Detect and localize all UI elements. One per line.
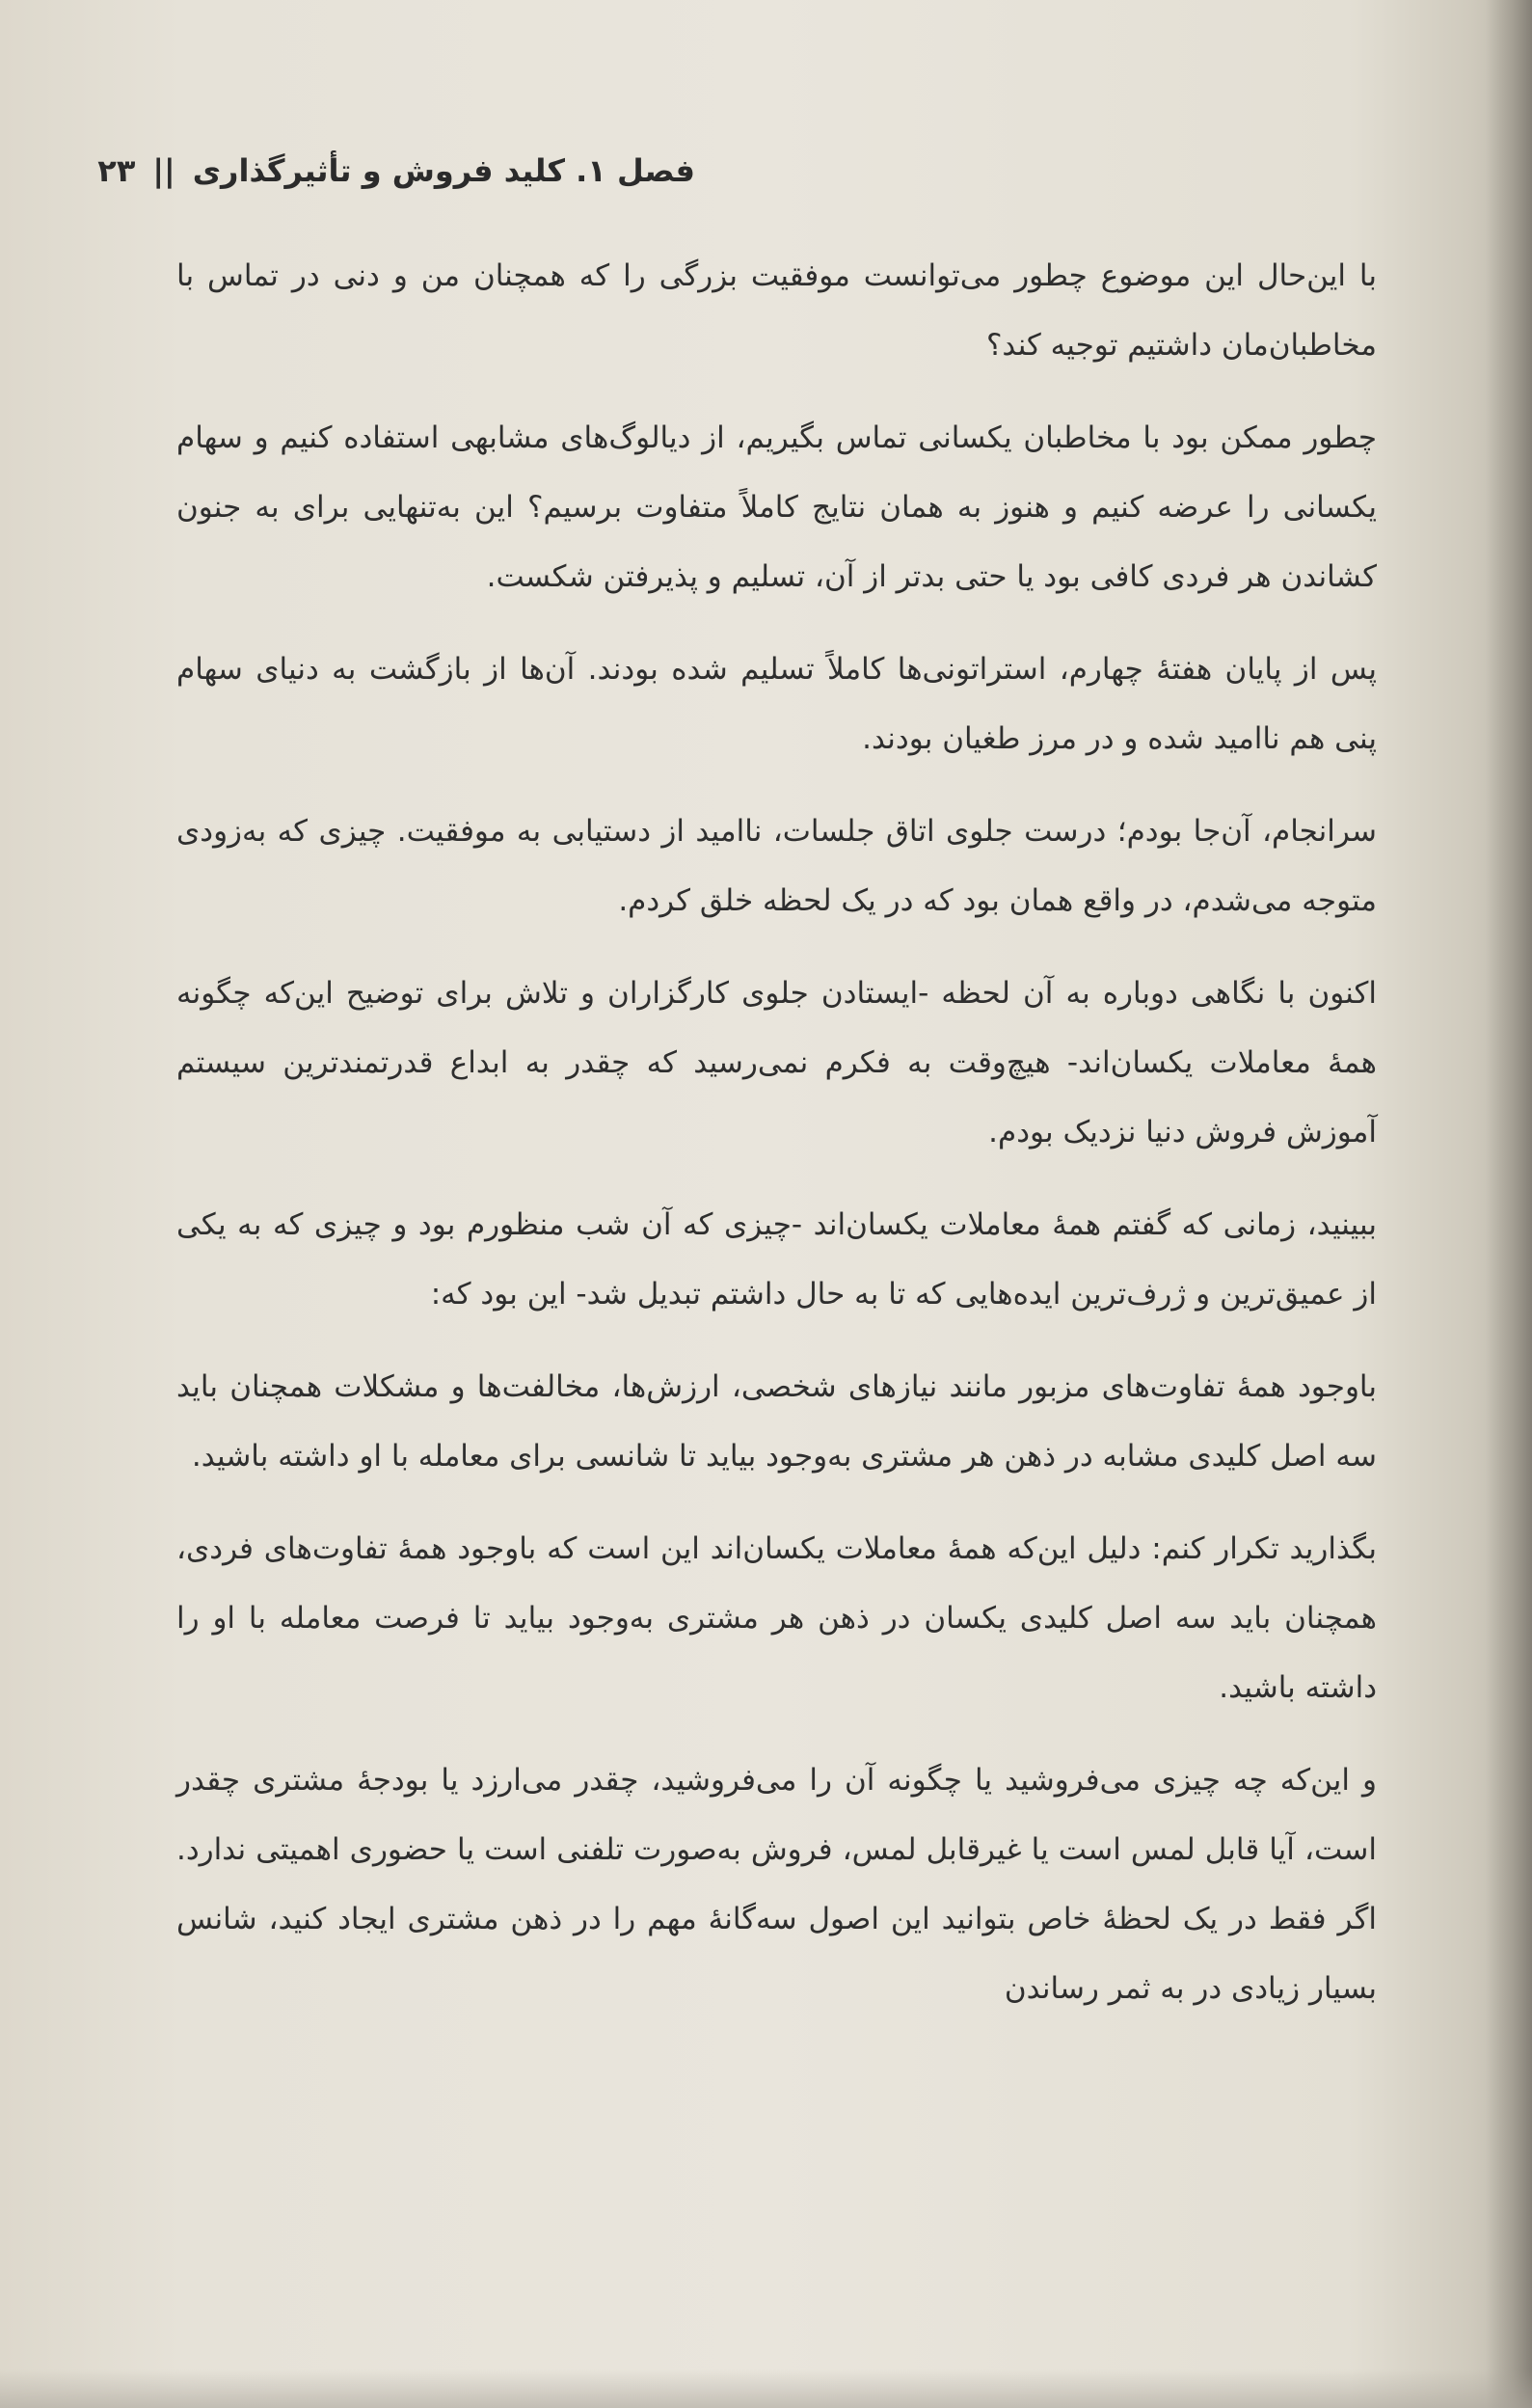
- running-header: [97, 152, 695, 189]
- header-separator: ||: [152, 152, 175, 189]
- paragraph: اکنون با نگاهی دوباره به آن لحظه -ایستادن جلوی کارگزاران و تلاش برای توضیح این‌که چگونه همهٔ معاملات یکسان‌اند- هیچ‌وقت به فکرم نمی‌رسید که چقدر به ابداع قدرتمندترین سیستم آموزش فروش دنیا نزدیک بودم.: [176, 976, 1377, 1150]
- paragraph: سرانجام، آن‌جا بودم؛ درست جلوی اتاق جلسات، ناامید از دستیابی به موفقیت. چیزی که به‌زودی متوجه می‌شدم، در واقع همان بود که در یک لحظه خلق کردم.: [176, 814, 1377, 918]
- paragraph: پس از پایان هفتهٔ چهارم، استراتونی‌ها کاملاً تسلیم شده بودند. آن‌ها از بازگشت به دنیای سهام پنی هم ناامید شده و در مرز طغیان بودند.: [176, 652, 1377, 756]
- paragraph: با این‌حال این موضوع چطور می‌توانست موفقیت بزرگی را که همچنان من و دنی در تماس با مخاطبان‌مان داشتیم توجیه کند؟: [176, 258, 1377, 363]
- chapter-title: فصل ۱. کلید فروش و تأثیرگذاری: [192, 152, 695, 189]
- paragraph: بگذارید تکرار کنم: دلیل این‌که همهٔ معاملات یکسان‌اند این است که باوجود همهٔ تفاوت‌های فردی، همچنان باید سه اصل کلیدی یکسان در ذهن هر مشتری به‌وجود بیاید تا فرصت معامله با او را داشته باشید.: [176, 1531, 1377, 1705]
- paragraph: باوجود همهٔ تفاوت‌های مزبور مانند نیازهای شخصی، ارزش‌ها، مخالفت‌ها و مشکلات همچنان باید سه اصل کلیدی مشابه در ذهن هر مشتری به‌وجود بیاید تا شانسی برای معامله با او داشته باشید.: [176, 1369, 1377, 1474]
- page-edge-shadow: [1486, 0, 1532, 2408]
- paragraph: ببینید، زمانی که گفتم همهٔ معاملات یکسان‌اند -چیزی که آن شب منظورم بود و چیزی که به یکی از عمیق‌ترین و ژرف‌ترین ایده‌هایی که تا به حال داشتم تبدیل شد- این بود که:: [176, 1207, 1377, 1312]
- page-number: ۲۳: [97, 152, 136, 189]
- paragraph: چطور ممکن بود با مخاطبان یکسانی تماس بگیریم، از دیالوگ‌های مشابهی استفاده کنیم و سهام یکسانی را عرضه کنیم و هنوز به همان نتایج کاملاً متفاوت برسیم؟ این به‌تنهایی برای به جنون کشاندن هر فردی کافی بود یا حتی بدتر از آن، تسلیم و پذیرفتن شکست.: [176, 420, 1377, 594]
- body-text: [176, 241, 1377, 2046]
- paragraph: و این‌که چه چیزی می‌فروشید یا چگونه آن را می‌فروشید، چقدر می‌ارزد یا بودجهٔ مشتری چقدر است، آیا قابل لمس است یا غیرقابل لمس، فروش به‌صورت تلفنی است یا حضوری اهمیتی ندارد. اگر فقط در یک لحظهٔ خاص بتوانید این اصول سه‌گانهٔ مهم را در ذهن مشتری ایجاد کنید، شانس بسیار زیادی در به ثمر رساندن: [176, 1763, 1377, 2006]
- page-bottom-shadow: [0, 2369, 1532, 2408]
